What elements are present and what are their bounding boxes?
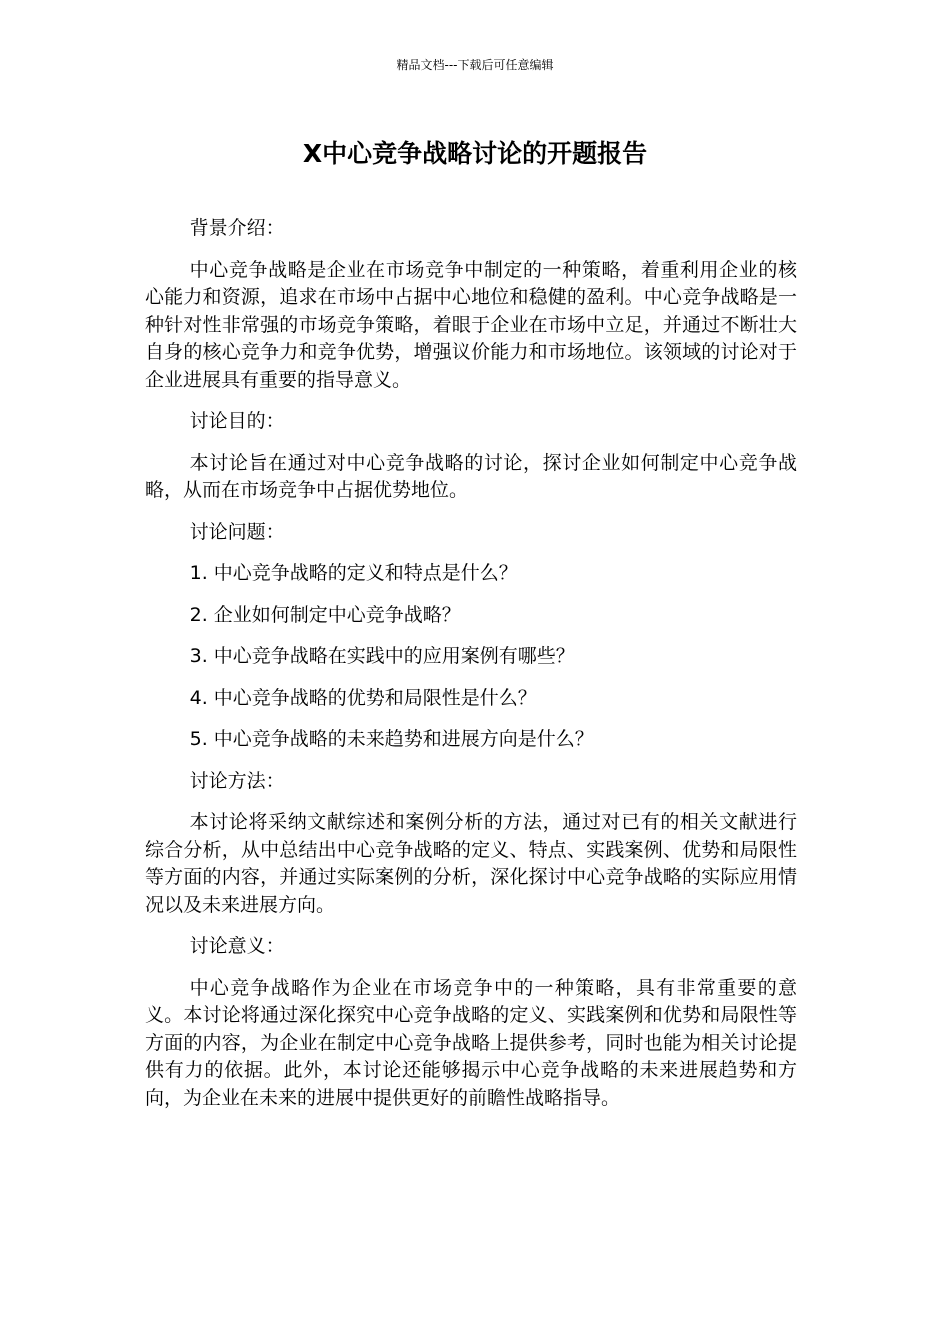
question-item: 3. 中心竞争战略在实践中的应用案例有哪些？ <box>189 645 575 667</box>
section-heading-background: 背景介绍： <box>189 217 285 239</box>
document-title: X中心竞争战略讨论的开题报告 <box>302 139 648 168</box>
page-header-note: 精品文档---下载后可任意编辑 <box>396 58 554 72</box>
section-heading-significance: 讨论意义： <box>189 935 285 957</box>
section-body-purpose: 本讨论旨在通过对中心竞争战略的讨论，探讨企业如何制定中心竞争战略，从而在市场竞争中占据优势地位。 <box>145 451 797 501</box>
section-heading-method: 讨论方法： <box>189 769 285 792</box>
section-body-background: 中心竞争战略是企业在市场竞争中制定的一种策略，着重利用企业的核心能力和资源，追求在市场中占据中心地位和稳健的盈利。中心竞争战略是一种针对性非常强的市场竞争策略，着眼于企业在市场中立足，并通过不断壮大自身的核心竞争力和竞争优势，增强议价能力和市场地位。该领域的讨论对于企业进展具有重要的指导意义。 <box>145 258 797 391</box>
section-body-method: 本讨论将采纳文献综述和案例分析的方法，通过对已有的相关文献进行综合分析，从中总结出中心竞争战略的定义、特点、实践案例、优势和局限性等方面的内容，并通过实际案例的分析，深化探讨中心竞争战略的实际应用情况以及未来进展方向。 <box>145 811 797 916</box>
section-heading-purpose: 讨论目的： <box>189 410 285 432</box>
question-item: 1. 中心竞争战略的定义和特点是什么？ <box>189 562 518 584</box>
question-item: 2. 企业如何制定中心竞争战略？ <box>189 603 461 626</box>
document-body <box>145 215 797 1126</box>
section-heading-questions: 讨论问题： <box>189 520 285 543</box>
question-item: 5. 中心竞争战略的未来趋势和进展方向是什么？ <box>189 728 594 750</box>
section-body-significance: 中心竞争战略作为企业在市场竞争中的一种策略，具有非常重要的意义。本讨论将通过深化探究中心竞争战略的定义、实践案例和优势和局限性等方面的内容，为企业在制定中心竞争战略上提供参考，同时也能为相关讨论提供有力的依据。此外，本讨论还能够揭示中心竞争战略的未来进展趋势和方向，为企业在未来的进展中提供更好的前瞻性战略指导。 <box>145 976 797 1109</box>
question-item: 4. 中心竞争战略的优势和局限性是什么？ <box>189 686 537 709</box>
